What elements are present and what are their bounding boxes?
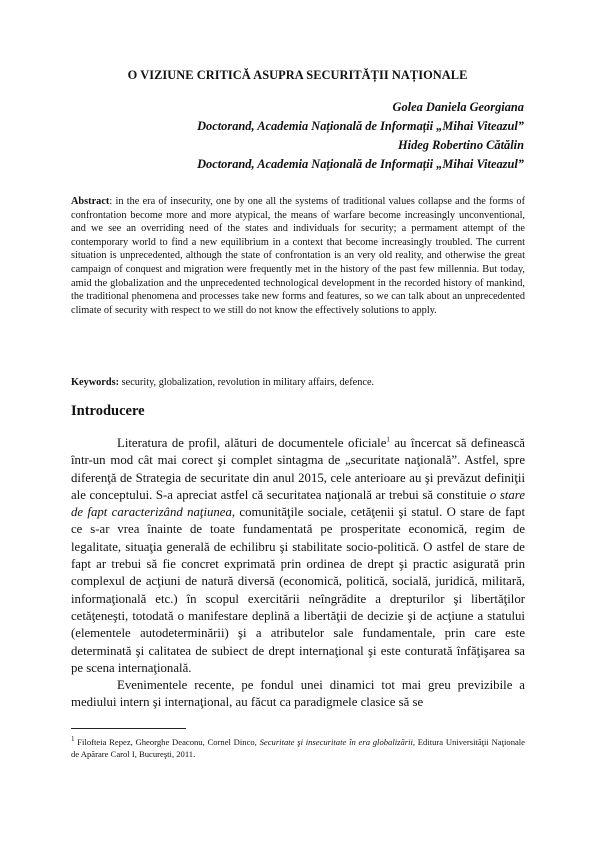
keywords-label: Keywords: [71, 377, 120, 388]
footnote-separator [71, 728, 186, 729]
paragraph [71, 435, 525, 677]
footnote-number: 1 [71, 735, 75, 744]
author-affiliation: Doctorand, Academia Națională de Informații „Mihai Viteazul” [197, 119, 524, 133]
footnote-title: Securitate şi insecuritate în era globalizării [259, 737, 413, 747]
abstract-text: : in the era of insecurity, one by one all the systems of traditional values collapse and the forms of confrontation become more and more atypical, the means of warfare become increasingly unconventional, and we see an overriding need of the states and individuals for security; a permament attempt of the contemporary world to find a new equilibrium in a context that become increasingly troubled. The current situation is unprecedented, although the state of confrontation is an very old reality, and otherwise the great campaign of conquest and migration were frequently met in the history of the past few millennia. But today, amid the globalization and the unprecedented technological development in the recorded history of mankind, the traditional phenomena and processes take new forms and features, so we can talk about an unprecedented climate of security with respect to we still do not know the effectively solutions to apply. [71, 196, 525, 316]
keywords [71, 376, 525, 390]
author-name: Golea Daniela Georgiana [392, 100, 524, 114]
abstract [71, 195, 525, 317]
paragraph-text: , comunităţile sociale, cetăţenii şi statul. O stare de fapt ce s-ar vrea înainte de toate fundamentată pe prosperitate economică, regim de legalitate, situaţia generală de echilibru şi stabilitate socio-politică. O astfel de stare de fapt ar trebui să fie concret exprimată prin ordinea de drept şi practic asigurată prin complexul de acţiuni de natură diversă (economică, politică, socială, juridică, militară, informaţională etc.) în scopul exercitării neîngrădite a drepturilor şi libertăţilor cetăţeneşti, totodată o manifestare deplină a libertăţii de decizie şi de acţiune a statului (elementele autodeterminării) şi a atributelor sale fundamentale, prin care este determinată şi calitatea de subiect de drept internaţional şi este conturată înfăţişarea sa pe scena internaţională. [71, 505, 525, 675]
abstract-label: Abstract [71, 196, 110, 207]
emphasis-text: o stare de fapt caracterizând naţiunea [71, 487, 525, 520]
footnote [71, 736, 525, 760]
footnote-publisher: , Editura Universităţii Naţionale de Apărare Carol I, Bucureşti, 2011. [71, 737, 526, 759]
keywords-text: security, globalization, revolution in military affairs, defence. [119, 377, 375, 388]
authors-block [197, 98, 524, 174]
paragraph-text: Literatura de profil, alături de documentele oficiale [117, 436, 387, 450]
author-affiliation: Doctorand, Academia Națională de Informații „Mihai Viteazul” [197, 157, 524, 171]
paragraph: Evenimentele recente, pe fondul unei dinamici tot mai greu previzibile a mediului intern şi internaţional, au făcut ca paradigmele clasice să se [71, 678, 525, 710]
section-heading: Introducere [71, 403, 145, 419]
body-text [71, 435, 525, 731]
footnote-authors: Filofteia Repez, Gheorghe Deaconu, Cornel Dinco, [74, 737, 260, 747]
author-name: Hideg Robertino Cătălin [398, 138, 524, 152]
paper-title: O VIZIUNE CRITICĂ ASUPRA SECURITĂȚII NAȚIONALE [127, 68, 468, 82]
paragraph-text: au încercat să definească într-un mod cât mai corect şi complet sintagma de „securitate naţională”. Astfel, spre diferenţă de Strategia de securitate din anul 2015, cele anterioare au şi prevăzut definiţii ale conceptului. S-a apreciat astfel că securitatea naţională ar trebui să constituie [71, 436, 525, 502]
footnote-ref: 1 [386, 435, 390, 444]
